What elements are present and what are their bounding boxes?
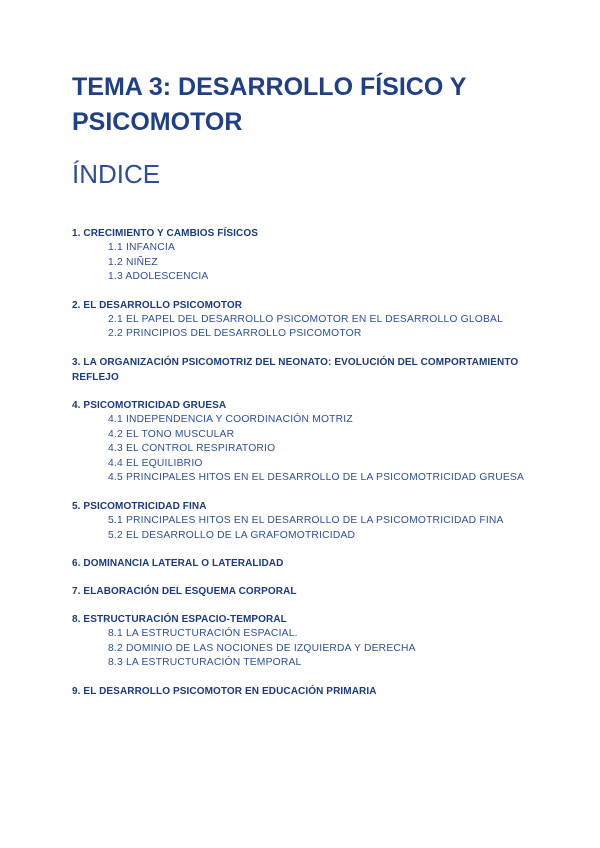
- toc-subitem: 1.3 ADOLESCENCIA: [108, 271, 209, 283]
- toc-subitem: 1.1 INFANCIA: [108, 242, 176, 253]
- toc-subitem: 8.2 DOMINIO DE LAS NOCIONES DE IZQUIERDA Y DERECHA: [108, 642, 416, 654]
- toc-subitem: 4.1 INDEPENDENCIA Y COORDINACIÓN MOTRIZ: [108, 413, 353, 425]
- toc-section: [72, 355, 542, 385]
- toc-subitem: 2.2 PRINCIPIOS DEL DESARROLLO PSICOMOTOR: [108, 328, 362, 340]
- toc-section-title: 2. EL DESARROLLO PSICOMOTOR: [72, 299, 243, 311]
- toc-section-title: 8. ESTRUCTURACIÓN ESPACIO-TEMPORAL: [72, 614, 287, 626]
- toc-subitem: 5.1 PRINCIPALES HITOS EN EL DESARROLLO DE LA PSICOMOTRICIDAD FINA: [108, 514, 504, 526]
- toc-subitem: 1.2 NIÑEZ: [108, 256, 158, 268]
- table-of-contents: [72, 226, 542, 712]
- toc-section-title: 9. EL DESARROLLO PSICOMOTOR EN EDUCACIÓN PRIMARIA: [72, 685, 377, 697]
- toc-section-title: 1. CRECIMIENTO Y CAMBIOS FÍSICOS: [72, 228, 259, 239]
- index-heading: ÍNDICE: [72, 159, 161, 189]
- toc-section: [72, 584, 542, 599]
- toc-section-title: 7. ELABORACIÓN DEL ESQUEMA CORPORAL: [72, 586, 297, 598]
- toc-section-title: 3. LA ORGANIZACIÓN PSICOMOTRIZ DEL NEONATO: EVOLUCIÓN DEL COMPORTAMIENTO REFLEJO: [72, 356, 519, 383]
- toc-section-title: 5. PSICOMOTRICIDAD FINA: [72, 500, 207, 512]
- toc-subitem: 4.2 EL TONO MUSCULAR: [108, 428, 235, 440]
- toc-section: [72, 612, 542, 671]
- toc-section: [72, 684, 542, 699]
- toc-subitem: 4.3 EL CONTROL RESPIRATORIO: [108, 443, 276, 455]
- toc-section-title: 4. PSICOMOTRICIDAD GRUESA: [72, 399, 227, 411]
- toc-subitem: 2.1 EL PAPEL DEL DESARROLLO PSICOMOTOR EN EL DESARROLLO GLOBAL: [108, 313, 504, 325]
- toc-section: [72, 398, 542, 486]
- toc-section: [72, 298, 542, 342]
- toc-section: [72, 499, 542, 543]
- toc-subitem: 4.4 EL EQUILIBRIO: [108, 457, 203, 469]
- toc-section: [72, 556, 542, 571]
- toc-subitem: 8.3 LA ESTRUCTURACIÓN TEMPORAL: [108, 657, 302, 669]
- toc-section: [72, 226, 542, 285]
- toc-subitem: 4.5 PRINCIPALES HITOS EN EL DESARROLLO DE LA PSICOMOTRICIDAD GRUESA: [108, 472, 525, 484]
- toc-subitem: 8.1 LA ESTRUCTURACIÓN ESPACIAL.: [108, 628, 298, 640]
- toc-subitem: 5.2 EL DESARROLLO DE LA GRAFOMOTRICIDAD: [108, 529, 356, 541]
- document-title: TEMA 3: DESARROLLO FÍSICO Y PSICOMOTOR: [72, 73, 467, 136]
- toc-section-title: 6. DOMINANCIA LATERAL O LATERALIDAD: [72, 558, 284, 570]
